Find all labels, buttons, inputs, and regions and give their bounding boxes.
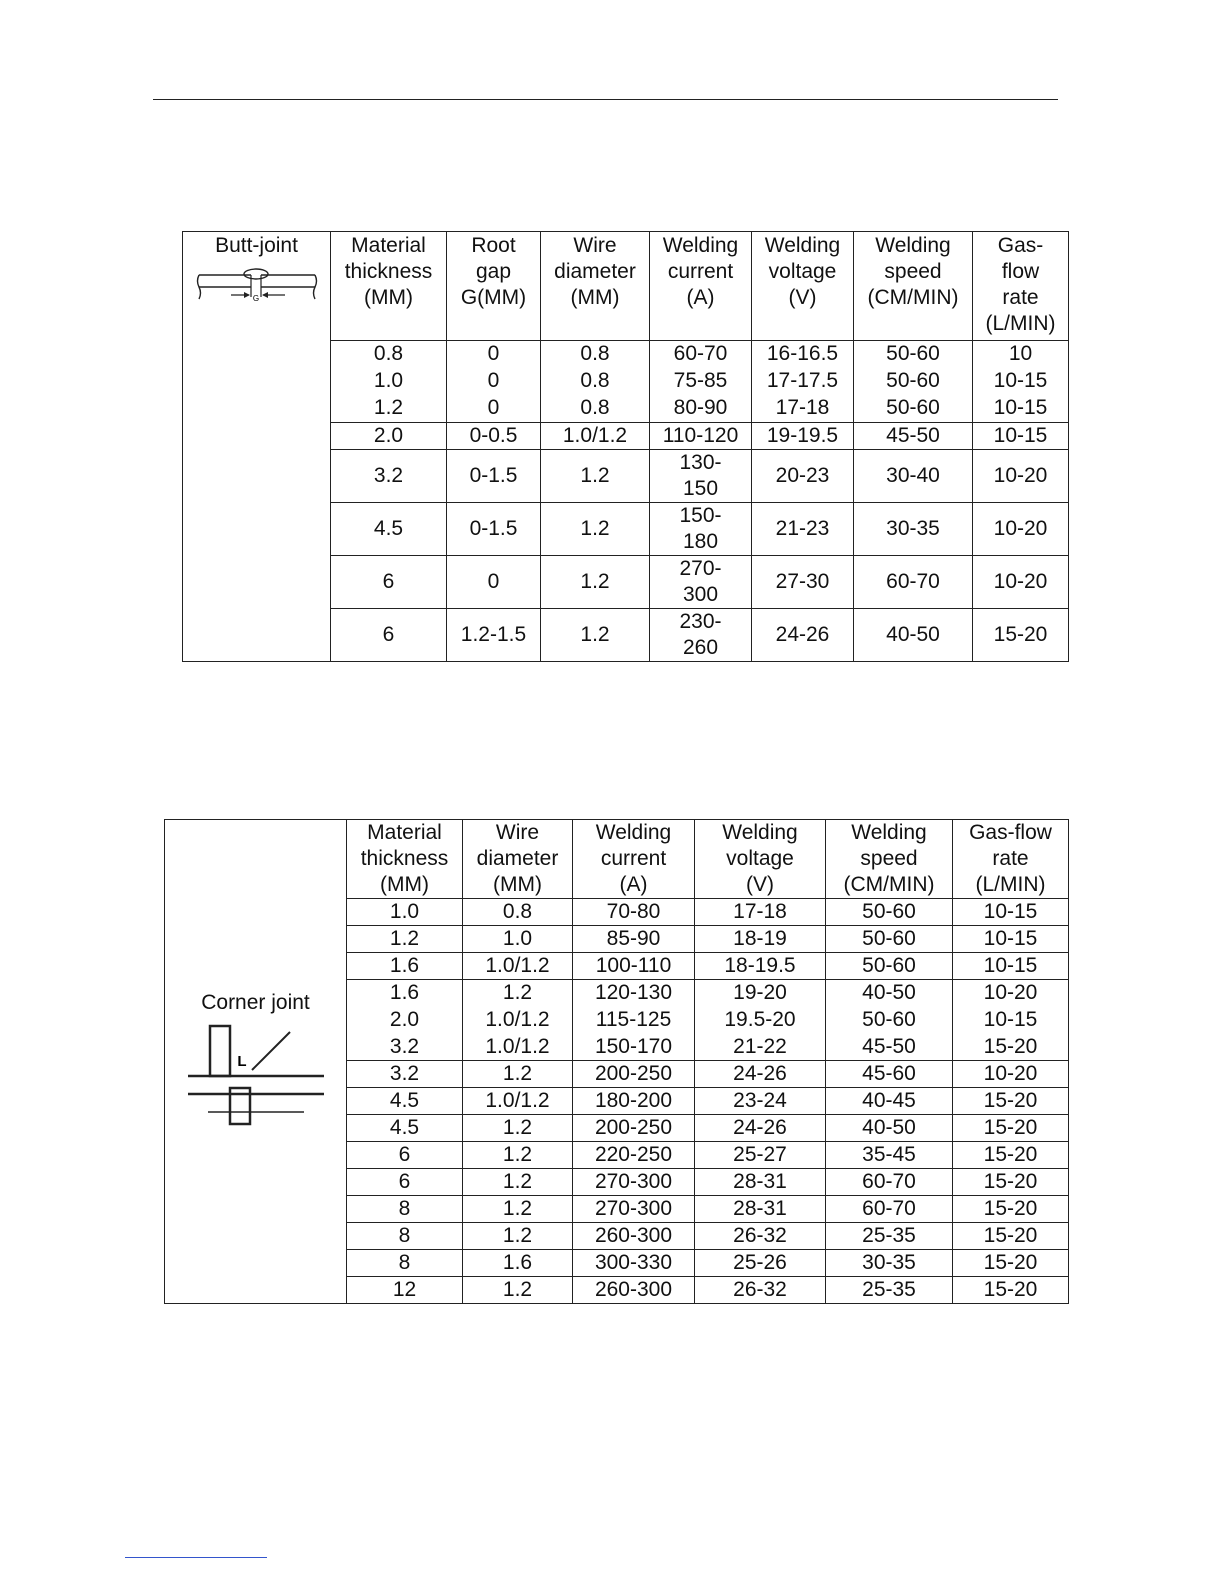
corner-joint-cell	[165, 820, 347, 1304]
header-welding-speed: Welding speed (CM/MIN)	[826, 820, 953, 899]
table-row: 8 1.2 260-300 26-32 25-35 15-20	[165, 1223, 1069, 1250]
table-row: 2.0 0-0.5 1.0/1.2 110-120 19-19.5 45-50 10-15	[183, 423, 1069, 450]
table-row: 1.6 2.0 3.2 1.2 1.0/1.2 1.0/1.2 120-130 115-125 150-170 19-20 19.5-20 21-22 40-50 50-60 45-50 10-20 10-15 15-20	[165, 980, 1069, 1061]
table-row: 3.2 0-1.5 1.2 130- 150 20-23 30-40 10-20	[183, 450, 1069, 503]
table-row: 6 0 1.2 270- 300 27-30 60-70 10-20	[183, 556, 1069, 609]
table-row: 4.5 1.2 200-250 24-26 40-50 15-20	[165, 1115, 1069, 1142]
header-welding-voltage: Welding voltage (V)	[695, 820, 826, 899]
header-rule	[153, 99, 1058, 100]
butt-joint-diagram	[195, 265, 319, 311]
header-root-gap: Root gap G(MM)	[447, 232, 541, 341]
header-wire-diameter: Wire diameter (MM)	[463, 820, 573, 899]
table-row: 1.0 0.8 70-80 17-18 50-60 10-15	[165, 899, 1069, 926]
table-row: 0.8 1.0 1.2 0 0 0 0.8 0.8 0.8 60-70 75-85 80-90 16-16.5 17-17.5 17-18 50-60 50-60 50-60 10 10-15 10-15	[183, 341, 1069, 423]
corner-joint-diagram	[186, 1022, 326, 1126]
header-welding-voltage: Welding voltage (V)	[752, 232, 854, 341]
table-row: 6 1.2 220-250 25-27 35-45 15-20	[165, 1142, 1069, 1169]
butt-joint-table	[182, 231, 1069, 662]
butt-joint-cell	[183, 232, 331, 662]
table-row: 4.5 1.0/1.2 180-200 23-24 40-45 15-20	[165, 1088, 1069, 1115]
table-row: 1.2 1.0 85-90 18-19 50-60 10-15	[165, 926, 1069, 953]
footer-rule	[125, 1557, 267, 1558]
header-gas-flow-rate: Gas- flow rate (L/MIN)	[973, 232, 1069, 341]
table-row: 12 1.2 260-300 26-32 25-35 15-20	[165, 1277, 1069, 1304]
header-welding-current: Welding current (A)	[573, 820, 695, 899]
gap-mark-g: G	[252, 294, 259, 303]
table-row: 1.6 1.0/1.2 100-110 18-19.5 50-60 10-15	[165, 953, 1069, 980]
header-wire-diameter: Wire diameter (MM)	[541, 232, 650, 341]
butt-joint-label: Butt-joint	[215, 234, 298, 257]
header-material-thickness: Material thickness (MM)	[347, 820, 463, 899]
table-row: 6 1.2-1.5 1.2 230- 260 24-26 40-50 15-20	[183, 609, 1069, 662]
table-row: 8 1.6 300-330 25-26 30-35 15-20	[165, 1250, 1069, 1277]
header-welding-current: Welding current (A)	[650, 232, 752, 341]
table-row: 4.5 0-1.5 1.2 150- 180 21-23 30-35 10-20	[183, 503, 1069, 556]
corner-joint-table	[164, 819, 1069, 1304]
header-welding-speed: Welding speed (CM/MIN)	[854, 232, 973, 341]
leg-length-mark-l: L	[236, 1053, 247, 1071]
corner-joint-label: Corner joint	[201, 991, 310, 1015]
header-gas-flow-rate: Gas-flow rate (L/MIN)	[953, 820, 1069, 899]
table-row: 8 1.2 270-300 28-31 60-70 15-20	[165, 1196, 1069, 1223]
table-row: 3.2 1.2 200-250 24-26 45-60 10-20	[165, 1061, 1069, 1088]
table-row: 6 1.2 270-300 28-31 60-70 15-20	[165, 1169, 1069, 1196]
header-material-thickness: Material thickness (MM)	[331, 232, 447, 341]
